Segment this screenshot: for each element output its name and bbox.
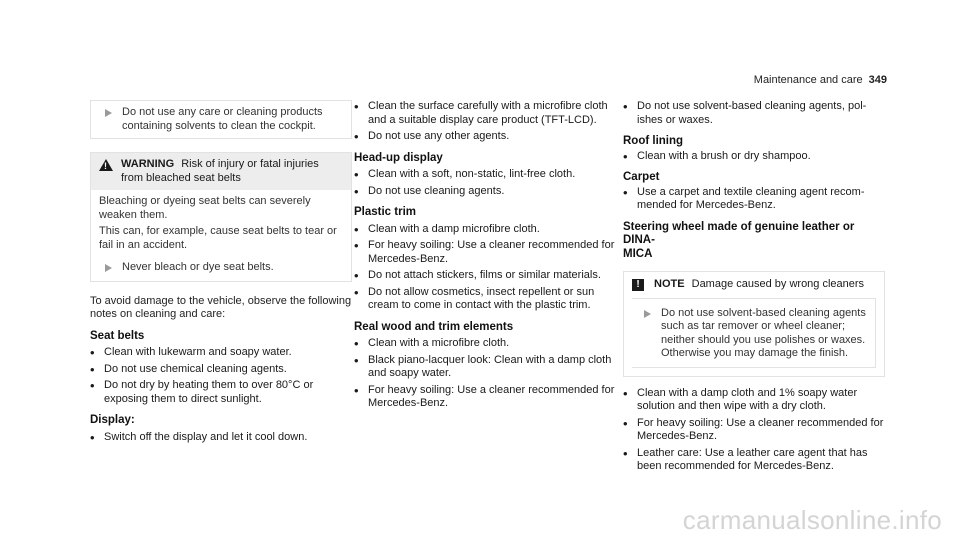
- section-heading: Roof lining: [623, 135, 684, 147]
- bullet-icon: •: [623, 148, 628, 164]
- bullet-icon: •: [354, 167, 359, 182]
- list-item-text: Do not use cleaning agents.: [368, 184, 505, 197]
- list-item: [354, 286, 616, 313]
- list-item-text: Clean with a brush or dry shampoo.: [637, 149, 811, 162]
- display-section: [90, 414, 352, 444]
- list-item: [354, 223, 616, 237]
- list-item: [354, 354, 616, 381]
- arrow-right-icon: [105, 109, 112, 117]
- list-item-text: Do not allow cosmetics, insect repellent or sun cream to come in contact with the plastic trim.: [368, 285, 595, 311]
- warning-paragraph: This can, for example, cause seat belts to tear or fail in an accident.: [99, 225, 337, 251]
- warning-paragraph: Bleaching or dyeing seat belts can severely weaken them.: [99, 195, 311, 221]
- list-item-text: Use a carpet and textile cleaning agent recommended for Mercedes-Benz.: [637, 185, 865, 211]
- list-item-text: Clean with a microfibre cloth.: [368, 337, 510, 349]
- bullet-list: [90, 346, 352, 406]
- plastic-trim-section: [354, 206, 616, 313]
- warning-triangle-icon: !: [99, 159, 113, 171]
- page-number: 349: [868, 74, 887, 86]
- list-item-text: Clean with a soft, non-static, lint-free cloth.: [368, 168, 576, 180]
- bullet-icon: •: [354, 336, 359, 351]
- arrow-right-icon: [105, 264, 112, 272]
- exclamation-icon: !: [632, 279, 644, 291]
- bullet-icon: •: [354, 268, 359, 283]
- bullet-list: [354, 223, 616, 313]
- note-body: [632, 298, 876, 368]
- section-title: Maintenance and care: [753, 74, 863, 86]
- bullet-icon: •: [623, 385, 628, 401]
- tip: [99, 261, 343, 275]
- bullet-icon: •: [354, 129, 359, 144]
- tip-text: Do not use any care or cleaning products containing solvents to clean the cockpit.: [122, 106, 323, 132]
- warning-header: [91, 153, 351, 190]
- bullet-icon: •: [623, 445, 628, 461]
- list-item: [623, 150, 885, 164]
- section-heading: Plastic trim: [354, 206, 416, 218]
- real-wood-section: [354, 321, 616, 411]
- list-item-text: Leather care: Use a leather care agent that has been recommended for Mercedes-Benz.: [637, 446, 868, 472]
- bullet-icon: •: [90, 429, 95, 445]
- list-item: [90, 379, 352, 406]
- list-item: [354, 130, 616, 144]
- bullet-icon: •: [90, 361, 95, 377]
- note-header: [624, 272, 884, 298]
- bullet-list: [623, 150, 885, 164]
- list-item: [354, 269, 616, 283]
- section-heading: Carpet: [623, 171, 660, 183]
- list-item: [90, 431, 352, 445]
- tip-text: Never bleach or dye seat belts.: [122, 261, 274, 273]
- bullet-list: [354, 337, 616, 411]
- bullet-icon: •: [90, 345, 95, 360]
- bullet-icon: •: [354, 221, 359, 237]
- bullet-icon: •: [354, 352, 359, 368]
- list-item-text: For heavy soiling: Use a cleaner recommended for Mercedes-Benz.: [637, 416, 884, 442]
- list-item-text: Black piano-lacquer look: Clean with a damp cloth and soapy water.: [368, 353, 612, 379]
- column-3: [623, 100, 885, 474]
- list-item-text: Do not use chemical cleaning agents.: [104, 362, 287, 375]
- section-heading: Display:: [90, 414, 135, 426]
- section-heading: [623, 221, 885, 262]
- note-title: Damage caused by wrong cleaners: [691, 278, 865, 290]
- bullet-list: [354, 100, 616, 144]
- tip-text: Do not use solvent-based cleaning agents such as tar remover or wheel cleaner; neither should you use polishes or waxes. Otherwise you may damage the finish.: [661, 306, 866, 359]
- list-item-text: Switch off the display and let it cool down.: [104, 430, 308, 443]
- bullet-icon: •: [354, 238, 359, 253]
- section-heading: Real wood and trim elements: [354, 320, 514, 333]
- page-header: [754, 74, 887, 88]
- bullet-icon: •: [623, 184, 628, 200]
- list-item-text: For heavy soiling: Use a cleaner recommended for Mercedes-Benz.: [368, 239, 615, 265]
- section-heading: Seat belts: [90, 329, 145, 342]
- steering-wheel-section: [623, 221, 885, 262]
- list-item: [354, 384, 616, 411]
- arrow-right-icon: [644, 310, 651, 318]
- column-1: [90, 100, 352, 444]
- warning-label: WARNING: [121, 158, 175, 170]
- bullet-list: [623, 100, 885, 127]
- column-2: [354, 100, 616, 411]
- bullet-icon: •: [354, 284, 359, 300]
- list-item-text: Do not attach stickers, films or similar materials.: [368, 269, 601, 281]
- list-item: [354, 239, 616, 266]
- list-item: [623, 417, 885, 444]
- bullet-icon: •: [90, 378, 95, 393]
- list-item: [90, 363, 352, 377]
- intro-paragraph: To avoid damage to the vehicle, observe the following notes on cleaning and care:: [90, 294, 352, 320]
- warning-box: [90, 152, 352, 282]
- bullet-icon: •: [354, 382, 359, 398]
- roof-lining-section: [623, 135, 885, 163]
- tip: [99, 106, 343, 133]
- heading-line: MICA: [623, 247, 653, 260]
- list-item-text: Clean the surface carefully with a microfibre cloth and a suitable display care product (TFT-LCD).: [368, 100, 608, 126]
- list-item: [354, 168, 616, 182]
- bullet-icon: •: [623, 415, 628, 431]
- heading-line: Steering wheel made of genuine leather or DINA-: [623, 220, 855, 246]
- bullet-list: [623, 186, 885, 213]
- list-item-text: Do not dry by heating them to over 80°C or exposing them to direct sunlight.: [104, 379, 314, 405]
- list-item-text: Clean with a damp microfibre cloth.: [368, 222, 540, 235]
- bullet-icon: •: [354, 183, 359, 199]
- list-item: [90, 346, 352, 360]
- cockpit-tip-box: [90, 100, 352, 139]
- bullet-list: [354, 168, 616, 198]
- list-item-text: Clean with a damp cloth and 1% soapy water solution and then wipe with a dry cloth.: [637, 386, 858, 412]
- list-item: [354, 185, 616, 199]
- list-item-text: Clean with lukewarm and soapy water.: [104, 346, 292, 358]
- bullet-icon: •: [623, 99, 628, 114]
- head-up-display-section: [354, 152, 616, 199]
- list-item: [623, 447, 885, 474]
- list-item: [623, 387, 885, 414]
- list-item: [354, 337, 616, 351]
- bullet-list: [623, 387, 885, 474]
- list-item-text: For heavy soiling: Use a cleaner recommended for Mercedes-Benz.: [368, 383, 615, 409]
- seat-belts-section: [90, 330, 352, 407]
- list-item: [354, 100, 616, 127]
- bullet-icon: •: [354, 99, 359, 114]
- list-item-text: Do not use any other agents.: [368, 130, 510, 142]
- warning-body: [91, 190, 351, 281]
- tip: [638, 307, 869, 361]
- list-item: [623, 186, 885, 213]
- warning-title: Risk of injury or fatal injuries from bleached seat belts: [121, 158, 319, 184]
- watermark: carmanualsonline.info: [682, 504, 942, 535]
- note-box: [623, 271, 885, 377]
- section-heading: Head-up display: [354, 151, 443, 164]
- note-label: NOTE: [654, 278, 685, 290]
- list-item: [623, 100, 885, 127]
- list-item-text: Do not use solvent-based cleaning agents, polishes or waxes.: [637, 100, 867, 126]
- bullet-list: [90, 431, 352, 445]
- carpet-section: [623, 171, 885, 213]
